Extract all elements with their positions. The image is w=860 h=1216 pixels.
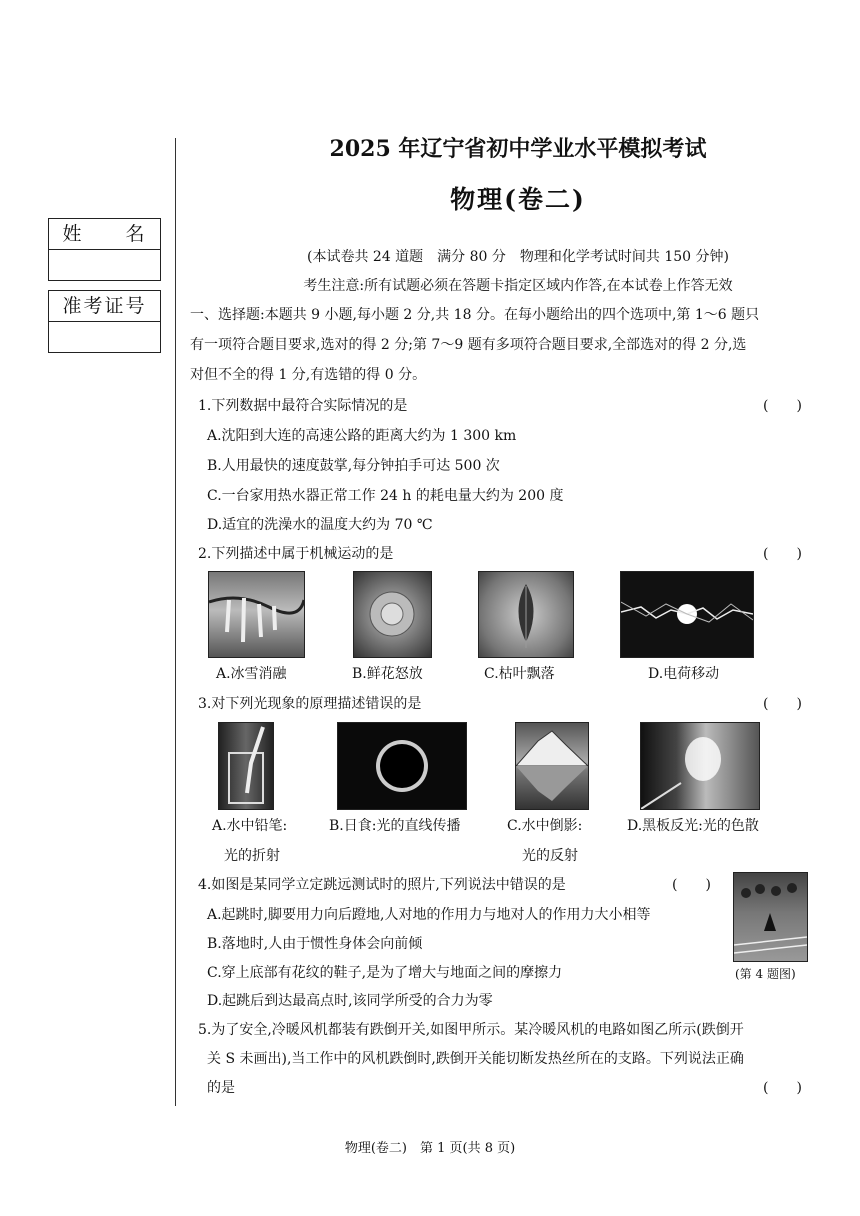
q4-answer-paren: ( ): [672, 877, 711, 893]
q2-caption-d: D.电荷移动: [648, 666, 720, 682]
page-footer: 物理(卷二) 第 1 页(共 8 页): [344, 1141, 516, 1156]
q3-caption-a-line1: A.水中铅笔:: [212, 818, 288, 834]
q3-answer-paren: ( ): [763, 696, 802, 712]
q2-caption-a: A.冰雪消融: [216, 666, 287, 682]
q3-caption-b: B.日食:光的直线传播: [329, 818, 461, 834]
photo-blooming-flower: [353, 571, 432, 658]
q5-stem-line1: 5.为了安全,冷暖风机都装有跌倒开关,如图甲所示。某冷暖风机的电路如图乙所示(跌倒开: [198, 1022, 744, 1038]
photo-solar-eclipse: [337, 722, 467, 810]
photo-blackboard-glare: [640, 722, 760, 810]
q4-option-d: D.起跳后到达最高点时,该同学所受的合力为零: [207, 993, 493, 1009]
q2-answer-paren: ( ): [763, 546, 802, 562]
q2-caption-b: B.鲜花怒放: [352, 666, 423, 682]
q2-caption-c: C.枯叶飘落: [484, 666, 555, 682]
name-box: [48, 218, 161, 281]
photo-moving-charges: [620, 571, 754, 658]
photo-falling-leaf: [478, 571, 574, 658]
q3-caption-d: D.黑板反光:光的色散: [627, 818, 759, 834]
section-instructions-2: 有一项符合题目要求,选对的得 2 分;第 7～9 题有多项符合题目要求,全部选对的得 2 分,选: [190, 337, 747, 353]
q3-caption-a-line2: 光的折射: [224, 848, 280, 864]
q4-stem: 4.如图是某同学立定跳远测试时的照片,下列说法中错误的是: [198, 877, 566, 893]
q1-option-b: B.人用最快的速度鼓掌,每分钟拍手可达 500 次: [207, 458, 500, 474]
photo-melting-ice: [208, 571, 305, 658]
q1-option-a: A.沈阳到大连的高速公路的距离大约为 1 300 km: [207, 428, 517, 444]
exam-info: (本试卷共 24 道题 满分 80 分 物理和化学考试时间共 150 分钟): [307, 249, 729, 265]
q3-caption-c-line2: 光的反射: [522, 848, 578, 864]
section-instructions-3: 对但不全的得 1 分,有选错的得 0 分。: [190, 367, 427, 383]
q4-option-b: B.落地时,人由于惯性身体会向前倾: [207, 936, 423, 952]
q3-stem: 3.对下列光现象的原理描述错误的是: [198, 696, 422, 712]
q5-stem-line2: 关 S 未画出),当工作中的风机跌倒时,跌倒开关能切断发热丝所在的支路。下列说法正确: [207, 1051, 744, 1067]
q1-stem: 1.下列数据中最符合实际情况的是: [198, 398, 408, 414]
q3-caption-c-line1: C.水中倒影:: [507, 818, 583, 834]
q1-option-c: C.一台家用热水器正常工作 24 h 的耗电量大约为 200 度: [207, 488, 564, 504]
name-field[interactable]: [49, 250, 160, 280]
exam-id-field[interactable]: [49, 322, 160, 352]
q4-figure-caption: (第 4 题图): [735, 967, 796, 981]
q4-option-c: C.穿上底部有花纹的鞋子,是为了增大与地面之间的摩擦力: [207, 965, 563, 981]
q5-stem-line3: 的是: [207, 1080, 235, 1096]
exam-id-label: 准考证号: [49, 291, 160, 322]
photo-standing-long-jump: [733, 872, 808, 962]
exam-title: 2025 年辽宁省初中学业水平模拟考试: [329, 136, 707, 162]
q1-answer-paren: ( ): [763, 398, 802, 414]
section-instructions-1: 一、选择题:本题共 9 小题,每小题 2 分,共 18 分。在每小题给出的四个选项中,第 1～6 题只: [190, 307, 760, 323]
name-label: 姓 名: [49, 219, 160, 250]
q2-stem: 2.下列描述中属于机械运动的是: [198, 546, 394, 562]
q4-option-a: A.起跳时,脚要用力向后蹬地,人对地的作用力与地对人的作用力大小相等: [207, 907, 651, 923]
q5-answer-paren: ( ): [763, 1080, 802, 1096]
photo-mountain-reflection: [515, 722, 589, 810]
exam-subtitle: 物理(卷二): [450, 185, 586, 214]
q1-option-d: D.适宜的洗澡水的温度大约为 70 ℃: [207, 517, 433, 533]
exam-notice: 考生注意:所有试题必须在答题卡指定区域内作答,在本试卷上作答无效: [303, 278, 733, 294]
exam-id-box: [48, 290, 161, 353]
photo-pencil-in-water: [218, 722, 274, 810]
